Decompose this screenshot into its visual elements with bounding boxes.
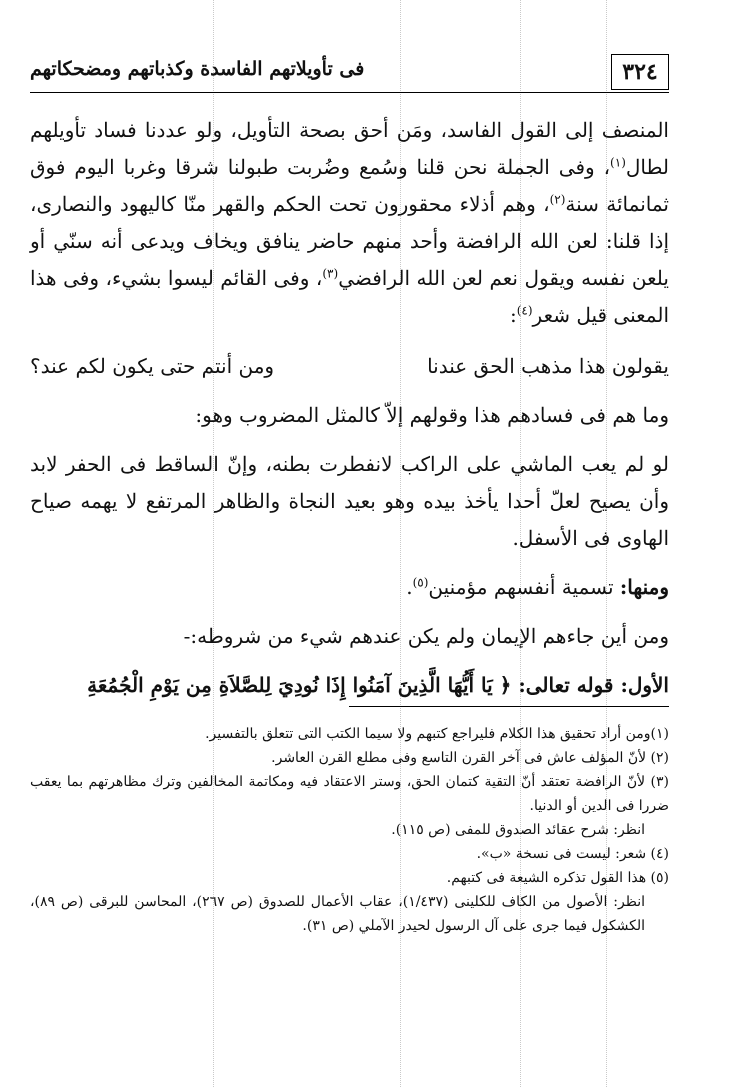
footnote-reference: انظر: الأصول من الكاف للكلينى (١/٤٣٧)، عقاب الأعمال للصدوق (ص ٢٦٧)، المحاسن للبرقى (ص ٨٩)، الكشكول فيما جرى على آل الرسول لحيدر الآملي (ص ٣١). xyxy=(30,894,645,934)
footnote-separator xyxy=(349,706,669,707)
footnote: (٥) هذا القول تذكره الشيعة فى كتبهم. xyxy=(446,870,669,886)
footnote-ref[interactable]: (٤) xyxy=(516,303,533,318)
footnote: (١)ومن أراد تحقيق هذا الكلام فليراجع كتبهم ولا سيما الكتب التى تتعلق بالتفسير. xyxy=(205,726,669,742)
section-lead: ومنها: xyxy=(619,575,669,599)
verse-first-hemistich: يقولون هذا مذهب الحق عندنا xyxy=(427,354,669,378)
paragraph: ومن أين جاءهم الإيمان ولم يكن عندهم شيء من شروطه:- xyxy=(183,624,669,648)
running-title: فى تأويلاتهم الفاسدة وكذباتهم ومضحكاتهم xyxy=(30,58,365,80)
header-rule xyxy=(30,92,669,93)
footnote-reference: انظر: شرح عقائد الصدوق للمفى (ص ١١٥). xyxy=(391,822,645,838)
footnote: (٤) شعر: ليست فى نسخة «ب». xyxy=(476,846,669,862)
verse-second-hemistich: ومن أنتم حتى يكون لكم عند؟ xyxy=(30,354,275,378)
paragraph: ومنها: تسمية أنفسهم مؤمنين$^{(٥)}$. xyxy=(406,575,669,599)
quran-quote: قوله تعالى: ﴿ يَا أَيُّهَا الَّذِينَ آمَنُوا إِذَا نُودِيَ لِلصَّلاَةِ مِن يَوْمِ الْجُمُعَةِ xyxy=(87,673,621,697)
page-header xyxy=(30,50,669,92)
page-content xyxy=(30,0,669,1087)
section-lead: الأول: xyxy=(620,673,669,697)
main-text xyxy=(30,112,669,704)
footnote-ref[interactable]: (١) xyxy=(610,155,626,170)
footnote: (٣) لأنّ الرافضة تعتقد أنّ التقية كتمان الحق، وستر الاعتقاد فيه ومكاتمة المخالفين وترك مظاهرتهم بما يعقب ضررا فى الدين أو الدنيا. xyxy=(30,774,669,814)
paragraph: وما هم فى فسادهم هذا وقولهم إلاّ كالمثل المضروب وهو: xyxy=(195,403,669,427)
footnote-ref[interactable]: (٥) xyxy=(412,575,429,590)
paragraph: المنصف إلى القول الفاسد، ومَن أحق بصحة التأويل، ولو عددنا فساد تأويلهم لطال$^{(١)}$، وفى الجملة نحن قلنا وسُمع وضُربت طبولنا شرقا وغربا اليوم فوق ثمانمائة سنة$^{(٢)}$، وهم أذلاء محقورون تحت الحكم والقهر منّا كاليهود والنصارى، إذا قلنا: لعن الله الرافضة وأحد منهم حاضر ينافق ويخاف ويدعى أنه سنّي أو يلعن نفسه ويقول نعم لعن الله الرافضي$^{(٣)}$، وفى القائم ليسوا بشيء، وفى هذا المعنى قيل شعر$^{(٤)}$: xyxy=(30,118,670,327)
footnote: (٢) لأنّ المؤلف عاش فى آخر القرن التاسع وفى مطلع القرن العاشر. xyxy=(271,750,669,766)
footnote-ref[interactable]: (٣) xyxy=(322,266,339,281)
paragraph xyxy=(30,667,669,704)
footnotes xyxy=(30,722,669,938)
footnote-ref[interactable]: (٢) xyxy=(549,192,566,207)
paragraph: لو لم يعب الماشي على الراكب لانفطرت بطنه، وإنّ الساقط فى الحفر لابد وأن يصيح لعلّ أحدا يأخذ بيده وهو بعيد النجاة والظاهر المرتفع لا يهمه صياح الهاوى فى الأسفل. xyxy=(30,452,669,550)
page-number: ٣٢٤ xyxy=(611,54,669,90)
poetry-verse xyxy=(30,348,669,385)
